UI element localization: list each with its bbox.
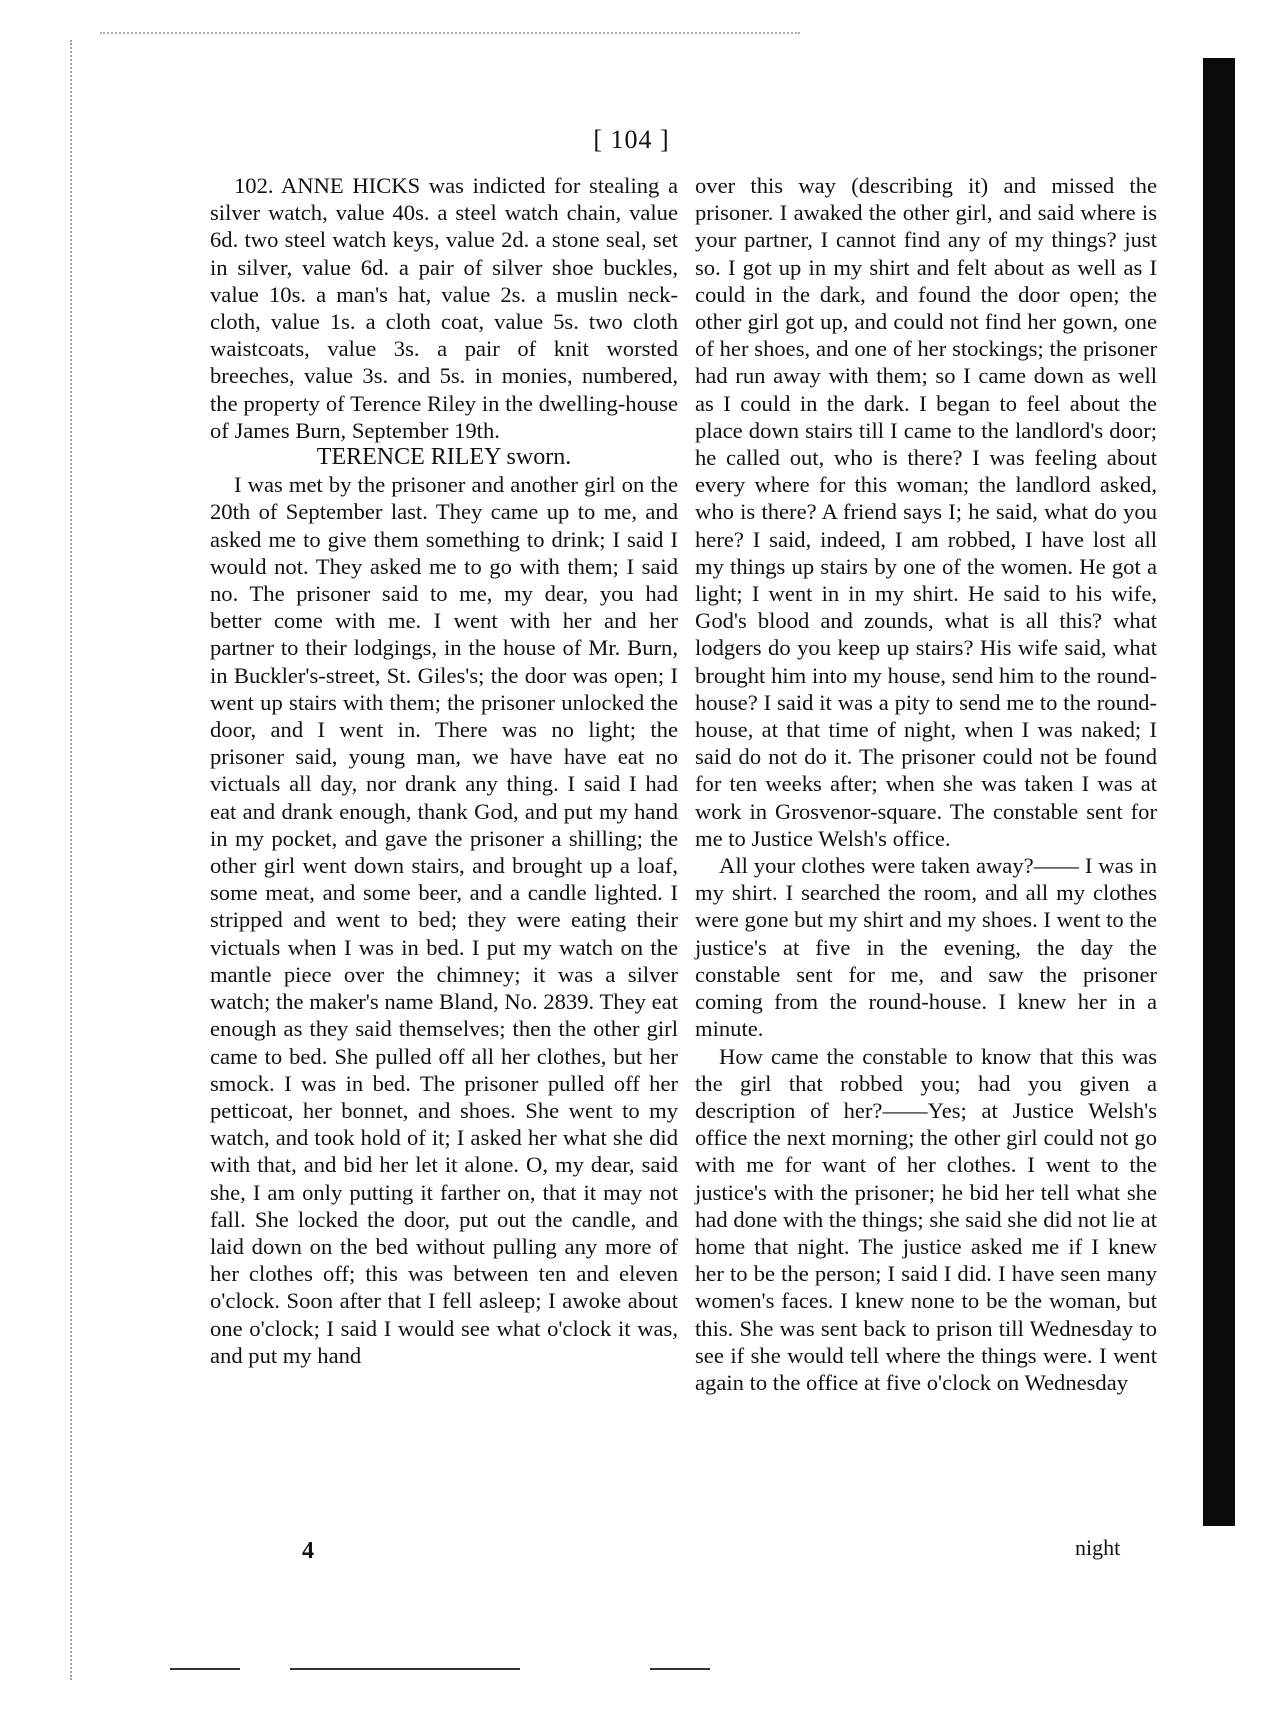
testimony-continued: over this way (describing it) and missed the prisoner. I awaked the other girl, and said where is your partner, I cannot find any of my things? just so. I got up in my shirt and felt about as well as I could in the dark, and found the door open; the other girl got up, and could not find her gown, one of her shoes, and one of her stockings; the prisoner had run away with them; so I came down as well as I could in the dark. I began to feel about the place down stairs till I came to the landlord's door; he called out, who is there? I was feeling about every where for this woman; the landlord asked, who is there? A friend says I; he said, what do you here? I said, indeed, I am robbed, I have lost all my things up stairs by one of the women. He got a light; I went in in my shirt. He said to his wife, God's blood and zounds, what is all this? what lodgers do you keep up stairs? His wife said, what brought him into my house, send him to the round-house? I said it was a pity to send me to the round-house, at that time of night, when I was naked; I said do not do it. The prisoner could not be found for ten weeks after; when she was taken I was at work in Grosvenor-square. The constable sent for me to Justice Welsh's office. (695, 173, 1157, 851)
right-column (695, 172, 1157, 1396)
page-number: [ 104 ] (593, 125, 670, 154)
question-answer-2: How came the constable to know that this was the girl that robbed you; had you given a description of her?——Yes; at Justice Welsh's office the next morning; the other girl could not go with me for want of her clothes. I went to the justice's with the prisoner; he bid her tell what she had done with the things; she said she did not lie at home that night. The justice asked me if I knew her to be the person; I said I did. I have seen many women's faces. I knew none to be the woman, but this. She was sent back to prison till Wednesday to see if she would tell where the things were. I went again to the office at five o'clock on Wednesday (695, 1043, 1157, 1395)
witness-heading: TERENCE RILEY sworn. (316, 444, 572, 471)
bottom-rule (170, 1668, 240, 1670)
bottom-rule (290, 1668, 520, 1670)
scan-edge-left (70, 40, 86, 1680)
bottom-rule (650, 1668, 710, 1670)
case-paragraph: 102. ANNE HICKS was indicted for stealing a silver watch, value 40s. a steel watch chain, value 6d. two steel watch keys, value 2d. a stone seal, set in silver, value 6d. a pair of silver shoe buckles, value 10s. a man's hat, value 2s. a muslin neck-cloth, value 1s. a cloth coat, value 5s. two cloth waistcoats, value 3s. a pair of knit worsted breeches, value 3s. and 5s. in monies, numbered, the property of Terence Riley in the dwelling-house of James Burn, September 19th. (210, 173, 678, 443)
catchword: night (1075, 1535, 1121, 1560)
signature-mark: 4 (302, 1538, 314, 1564)
testimony-paragraph: I was met by the prisoner and another girl on the 20th of September last. They came up to me, and asked me to give them something to drink; I said I would not. They asked me to go with them; I said no. The prisoner said to me, my dear, you had better come with me. I went with her and her partner to their lodgings, in the house of Mr. Burn, in Buckler's-street, St. Giles's; the door was open; I went up stairs with them; the prisoner unlocked the door, and I went in. There was no light; the prisoner said, young man, we have have eat no victuals all day, nor drank any thing. I said I had eat and drank enough, thank God, and put my hand in my pocket, and gave the prisoner a shilling; the other girl went down stairs, and brought up a loaf, some meat, and some beer, and a candle lighted. I stripped and went to bed; they were eating their victuals when I was in bed. I put my watch on the mantle piece over the chimney; it was a silver watch; the maker's name Bland, No. 2839. They eat enough as they said themselves; then the other girl came to bed. She pulled off all her clothes, but her smock. I was in bed. The prisoner pulled off her petticoat, her bonnet, and shoes. She went to my watch, and took hold of it; I asked her what she did with that, and bid her let it alone. O, my dear, said she, I am only putting it farther on, that it may not fall. She locked the door, put out the candle, and laid down on the bed without pulling any more of her clothes off; this was between ten and eleven o'clock. Soon after that I fell asleep; I awoke about one o'clock; I said I would see what o'clock it was, and put my hand (210, 472, 678, 1368)
left-column (210, 172, 678, 1369)
binding-shadow (1203, 58, 1235, 1526)
question-answer-1: All your clothes were taken away?—— I was in my shirt. I searched the room, and all my clothes were gone but my shirt and my shoes. I went to the justice's at five in the evening, the day the constable sent for me, and saw the prisoner coming from the round-house. I knew her in a minute. (695, 853, 1157, 1042)
scan-edge-top (100, 32, 800, 44)
